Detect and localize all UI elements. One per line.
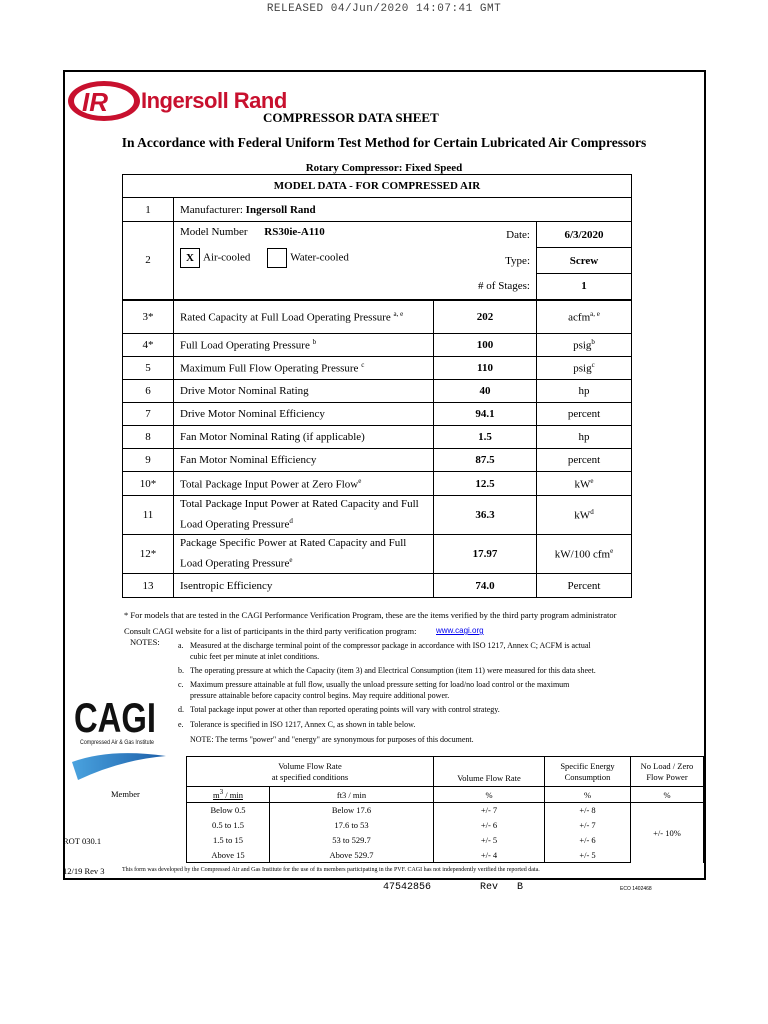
release-stamp: RELEASED 04/Jun/2020 14:07:41 GMT	[266, 3, 502, 15]
brand-name: Ingersoll Rand	[141, 88, 287, 113]
date-label: Date:	[434, 222, 537, 248]
row-number: 13	[123, 574, 174, 598]
row-unit: hp	[537, 380, 632, 403]
row-value: 100	[434, 334, 537, 357]
row-label: Drive Motor Nominal Efficiency	[174, 403, 434, 426]
row-value: 17.97	[434, 535, 537, 574]
row-number: 8	[123, 426, 174, 449]
row-label: Isentropic Efficiency	[174, 574, 434, 598]
water-cooled-label: Water-cooled	[290, 251, 349, 264]
member-label: Member	[111, 789, 140, 799]
row-unit: $kW^d$	[537, 496, 632, 535]
table-cell: +/- 5	[545, 848, 631, 863]
row-number: 9	[123, 449, 174, 472]
table-heading: MODEL DATA - FOR COMPRESSED AIR	[123, 175, 632, 198]
type-value: Screw	[537, 248, 632, 274]
row-label: Drive Motor Nominal Rating	[174, 380, 434, 403]
table-cell: +/- 5	[434, 833, 545, 848]
svg-text:Compressed Air & Gas Institute: Compressed Air & Gas Institute	[80, 739, 155, 746]
eco-number: ECO 1402468	[620, 886, 652, 892]
row-number: 5	[123, 357, 174, 380]
row-unit: $kW^e$	[537, 472, 632, 496]
revision-value: B	[517, 882, 524, 893]
consult-text: Consult CAGI website for a list of participants in the third party verification program:	[124, 626, 417, 636]
form-code: ROT 030.1	[63, 836, 102, 846]
row-label: Full Load Operating Pressure $^b$	[174, 334, 434, 357]
row-label: Package Specific Power at Rated Capacity and Full Load Operating Pressure$^e$	[174, 535, 434, 574]
air-cooled-checkbox[interactable]: X	[180, 248, 200, 268]
stages-label: # of Stages:	[434, 274, 537, 300]
row-number: 12*	[123, 535, 174, 574]
table-cell: +/- 10%	[631, 803, 704, 863]
tol-header-volume: Volume Flow Rate	[434, 757, 545, 787]
table-cell: Above 15	[187, 848, 270, 863]
revision-label: Rev	[480, 882, 499, 893]
row-number: 10*	[123, 472, 174, 496]
row-number: 4*	[123, 334, 174, 357]
table-cell: +/- 7	[545, 818, 631, 833]
row-unit: psig$^c$	[537, 357, 632, 380]
stages-value: 1	[537, 274, 632, 300]
row-unit: acfm$^{a, e}$	[537, 300, 632, 334]
air-cooled-label: Air-cooled	[203, 251, 251, 264]
table-cell: +/- 6	[545, 833, 631, 848]
tol-unit-percent: %	[631, 787, 704, 803]
note-item: a. Measured at the discharge terminal point of the compressor package in accordance with ISO 1217, Annex C; ACFM is actual cubic feet per minute at inlet conditions.	[178, 641, 591, 661]
date-value: 6/3/2020	[537, 222, 632, 248]
row-label: Maximum Full Flow Operating Pressure $^c$	[174, 357, 434, 380]
note-item: b. The operating pressure at which the Capacity (item 3) and Electrical Consumption (item 11) were measured for this data sheet.	[178, 666, 596, 675]
note-item: c. Maximum pressure attainable at full flow, usually the unload pressure setting for load/no load control or the maximum pressure attainable before capacity control begins. May require additional power.	[178, 680, 570, 700]
disclaimer: This form was developed by the Compressed Air and Gas Institute for the use of its members participating in the PVF. CAGI has not independently verified the reported data.	[122, 867, 540, 873]
row-value: 94.1	[434, 403, 537, 426]
table-cell: +/- 4	[434, 848, 545, 863]
tol-unit-percent: %	[434, 787, 545, 803]
row-unit: percent	[537, 449, 632, 472]
tol-unit-ft3: ft3 / min	[270, 787, 434, 803]
model-data-table	[122, 174, 632, 598]
tol-header-energy: Specific Energy Consumption	[545, 757, 631, 787]
manufacturer-cell	[174, 198, 632, 222]
row-number: 11	[123, 496, 174, 535]
cagi-link[interactable]: www.cagi.org	[436, 626, 484, 635]
tol-unit-percent: %	[545, 787, 631, 803]
svg-text:CAGI: CAGI	[74, 694, 156, 741]
row-value: 40	[434, 380, 537, 403]
table-cell: 17.6 to 53	[270, 818, 434, 833]
table-cell: 53 to 529.7	[270, 833, 434, 848]
row-unit: Percent	[537, 574, 632, 598]
row-label: Fan Motor Nominal Rating (if applicable)	[174, 426, 434, 449]
model-cell	[174, 222, 434, 300]
row-label: Rated Capacity at Full Load Operating Pressure $^{a, e}$	[174, 300, 434, 334]
notes-label: NOTES:	[130, 637, 160, 647]
table-cell: Below 0.5	[187, 803, 270, 818]
tol-unit-m3: $m^3$ / min	[187, 787, 270, 803]
table-cell: Above 529.7	[270, 848, 434, 863]
compressor-type-heading: Rotary Compressor: Fixed Speed	[305, 162, 463, 174]
star-footnote: * For models that are tested in the CAGI Performance Verification Program, these are the items verified by the third party program administrator	[124, 610, 617, 620]
row-number: 6	[123, 380, 174, 403]
row-number: 1	[123, 198, 174, 222]
row-unit: kW/100 cfm$^e$	[537, 535, 632, 574]
row-value: 36.3	[434, 496, 537, 535]
note-item: d. Total package input power at other than reported operating points will vary with control strategy.	[178, 705, 500, 714]
page-subtitle: In Accordance with Federal Uniform Test Method for Certain Lubricated Air Compressors	[121, 135, 647, 150]
manufacturer-value: Ingersoll Rand	[245, 203, 316, 216]
row-label: Fan Motor Nominal Efficiency	[174, 449, 434, 472]
model-label: Model Number	[180, 226, 248, 238]
notes-list	[178, 640, 598, 745]
row-label: Total Package Input Power at Rated Capacity and Full Load Operating Pressure$^d$	[174, 496, 434, 535]
terms-note: NOTE: The terms "power" and "energy" are synonymous for purposes of this document.	[190, 735, 474, 744]
form-revision: 12/19 Rev 3	[63, 866, 105, 876]
table-cell: +/- 8	[545, 803, 631, 818]
document-number: 47542856	[383, 882, 432, 893]
row-number: 2	[123, 222, 174, 300]
row-value: 110	[434, 357, 537, 380]
row-label: Total Package Input Power at Zero Flow$^e$	[174, 472, 434, 496]
water-cooled-checkbox[interactable]	[267, 248, 287, 268]
note-item: e. Tolerance is specified in ISO 1217, Annex C, as shown in table below.	[178, 720, 416, 729]
row-unit: hp	[537, 426, 632, 449]
cagi-logo-icon	[70, 684, 170, 784]
row-number: 7	[123, 403, 174, 426]
row-value: 12.5	[434, 472, 537, 496]
type-label: Type:	[434, 248, 537, 274]
page-title: COMPRESSOR DATA SHEET	[263, 110, 439, 125]
row-value: 74.0	[434, 574, 537, 598]
table-cell: +/- 7	[434, 803, 545, 818]
tolerance-table	[186, 756, 704, 863]
table-cell: 1.5 to 15	[187, 833, 270, 848]
model-value: RS30ie-A110	[264, 226, 325, 238]
row-unit: psig$^b$	[537, 334, 632, 357]
table-cell: 0.5 to 1.5	[187, 818, 270, 833]
tol-header-noload: No Load / Zero Flow Power	[631, 757, 704, 787]
table-cell: +/- 6	[434, 818, 545, 833]
row-value: 1.5	[434, 426, 537, 449]
row-unit: percent	[537, 403, 632, 426]
svg-text:IR: IR	[82, 87, 108, 117]
table-cell: Below 17.6	[270, 803, 434, 818]
row-number: 3*	[123, 300, 174, 334]
row-value: 202	[434, 300, 537, 334]
row-value: 87.5	[434, 449, 537, 472]
manufacturer-label: Manufacturer:	[180, 203, 243, 216]
tol-header-volume-conditions: Volume Flow Rate at specified conditions	[187, 757, 434, 787]
